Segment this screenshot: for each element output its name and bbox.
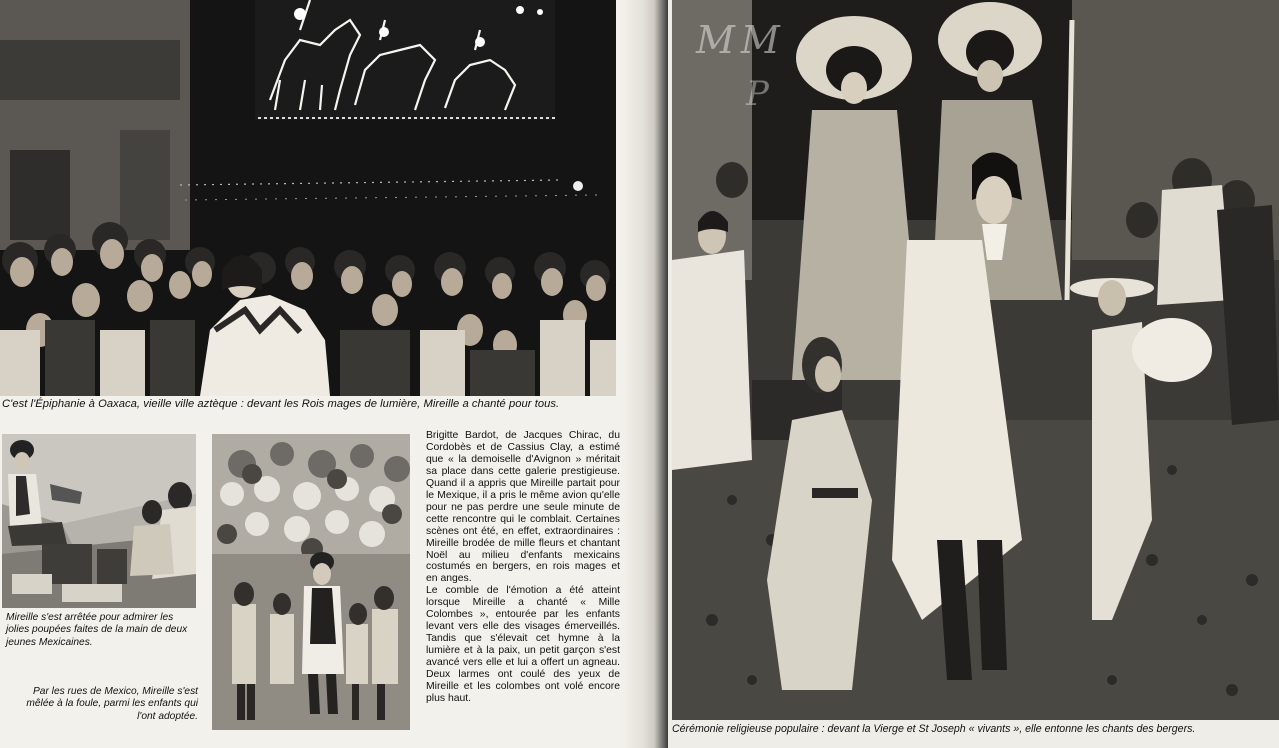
watermark-letter: P bbox=[746, 74, 769, 114]
right-page bbox=[668, 0, 1279, 748]
street-photo-caption: Par les rues de Mexico, Mireille s'est mêlée à la foule, parmi les enfants qui l'ont adoptée. bbox=[26, 686, 198, 722]
ceremony-photo-caption: Cérémonie religieuse populaire : devant la Vierge et St Joseph « vivants », elle entonne les chants des bergers. bbox=[672, 723, 1196, 735]
article-paragraph-1: Brigitte Bardot, de Jacques Chirac, du Cordobès et de Cassius Clay, a estimé que « la demoiselle d'Avignon » méritait sa place dans cette galerie prestigieuse. Quand il a appris que Mireille partait pour le Mexique, il a pris le même avion qu'elle pour ne pas perdre une seule minute de cette rencontre qui le comblait. Certaines scènes ont été, en effet, extraordinaires : Mireille brodée de mille fleurs et chantant Noël au milieu d'enfants mexicains costumés en bergers, en rois mages et en anges. bbox=[426, 430, 620, 585]
article-paragraph-2: Le comble de l'émotion a été atteint lorsque Mireille a chanté « Mille Colombes », entourée par les enfants levant vers elle des visages émerveillés. Tandis que s'élevait cet hymne à la lumière et à la paix, un petit garçon s'est avancé vers elle et lui a offert un agneau. Deux larmes ont coulé des yeux de Mireille et les colombes ont volé encore plus haut. bbox=[426, 585, 620, 704]
left-page bbox=[0, 0, 622, 748]
article-text bbox=[426, 430, 620, 705]
main-photo-caption: C'est l'Épiphanie à Oaxaca, vieille ville aztèque : devant les Rois mages de lumière, Mireille a chanté pour tous. bbox=[2, 398, 560, 410]
religious-ceremony-photo bbox=[672, 0, 1279, 720]
dolls-market-photo bbox=[2, 434, 196, 608]
page-gutter bbox=[622, 0, 668, 748]
epiphany-crowd-photo bbox=[0, 0, 616, 396]
dolls-photo-caption: Mireille s'est arrêtée pour admirer les jolies poupées faites de la main de deux jeunes Mexicaines. bbox=[6, 612, 188, 648]
watermark-monogram: MM bbox=[696, 18, 786, 62]
mexico-street-photo bbox=[212, 434, 410, 730]
